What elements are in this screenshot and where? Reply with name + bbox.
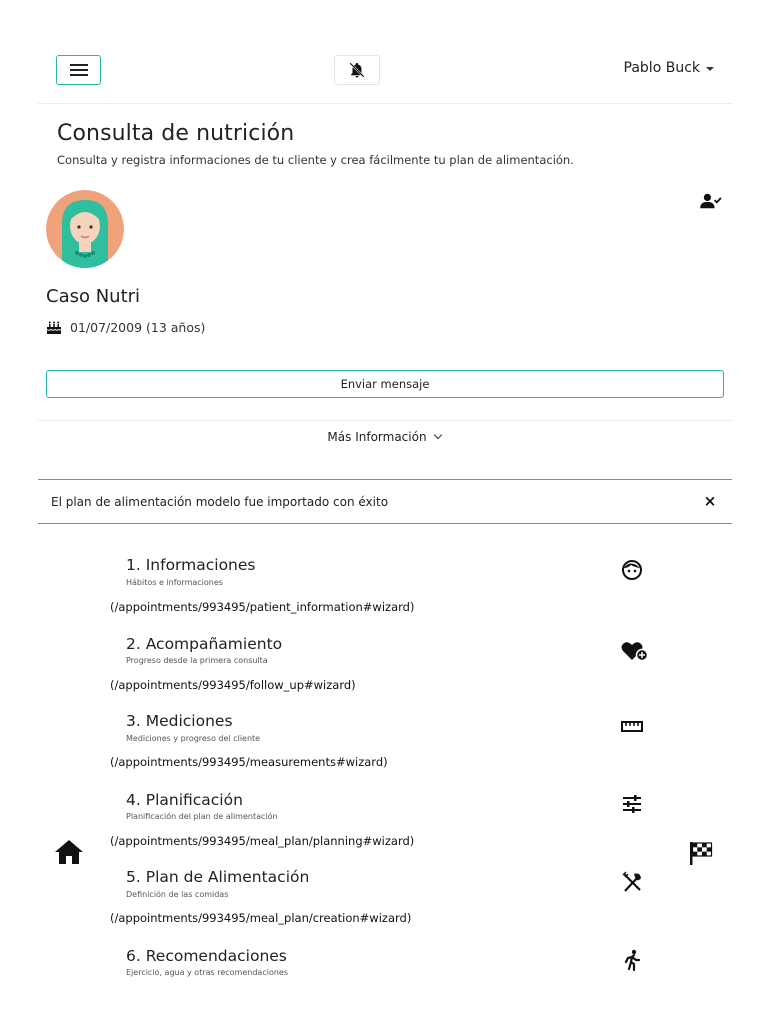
runner-icon xyxy=(620,948,644,972)
patient-name: Caso Nutri xyxy=(46,286,141,307)
step-4-title[interactable]: 4. Planificación xyxy=(126,791,243,809)
more-info-label: Más Información xyxy=(327,430,427,444)
utensils-icon xyxy=(620,870,644,894)
notifications-button[interactable] xyxy=(334,55,380,85)
ruler-icon xyxy=(620,714,644,738)
step-5-title[interactable]: 5. Plan de Alimentación xyxy=(126,868,310,886)
caret-down-icon xyxy=(706,67,714,71)
top-navbar xyxy=(38,40,732,104)
step-3-desc: Mediciones y progreso del cliente xyxy=(126,734,261,743)
page-subtitle: Consulta y registra informaciones de tu cliente y crea fácilmente tu plan de alimentación. xyxy=(57,153,574,167)
success-alert xyxy=(38,479,732,524)
step-3-title[interactable]: 3. Mediciones xyxy=(126,712,233,730)
step-5-link[interactable]: (/appointments/993495/meal_plan/creation#wizard) xyxy=(110,911,412,925)
step-2-desc: Progreso desde la primera consulta xyxy=(126,656,268,665)
bell-off-icon xyxy=(348,61,366,79)
divider xyxy=(38,420,732,421)
heart-plus-icon xyxy=(621,639,649,663)
avatar-illustration xyxy=(46,190,124,268)
menu-toggle-button[interactable] xyxy=(56,55,101,85)
step-3-link[interactable]: (/appointments/993495/measurements#wizard) xyxy=(110,755,388,769)
close-icon[interactable]: × xyxy=(703,492,717,510)
step-1-title[interactable]: 1. Informaciones xyxy=(126,556,256,574)
birth-date-row xyxy=(46,319,205,335)
home-icon[interactable] xyxy=(54,838,84,866)
hamburger-icon xyxy=(70,63,88,77)
avatar xyxy=(46,190,124,268)
step-4-desc: Planificación del plan de alimentación xyxy=(126,812,278,821)
user-check-icon[interactable] xyxy=(700,192,722,210)
checkered-flag-icon[interactable] xyxy=(688,840,714,866)
step-2-title[interactable]: 2. Acompañamiento xyxy=(126,635,283,653)
user-name: Pablo Buck xyxy=(623,60,700,76)
send-message-button[interactable]: Enviar mensaje xyxy=(46,370,724,398)
sliders-icon xyxy=(620,792,644,816)
alert-message: El plan de alimentación modelo fue importado con éxito xyxy=(51,494,389,509)
step-2-link[interactable]: (/appointments/993495/follow_up#wizard) xyxy=(110,678,356,692)
face-icon xyxy=(620,558,644,582)
more-info-toggle[interactable] xyxy=(0,430,768,444)
step-6-title[interactable]: 6. Recomendaciones xyxy=(126,947,287,965)
user-menu-dropdown[interactable] xyxy=(624,60,714,76)
cake-icon xyxy=(46,319,62,335)
step-1-desc: Hábitos e informaciones xyxy=(126,578,223,587)
birth-date: 01/07/2009 (13 años) xyxy=(70,319,206,335)
step-1-link[interactable]: (/appointments/993495/patient_information#wizard) xyxy=(110,600,415,614)
chevron-down-icon xyxy=(433,431,441,439)
step-5-desc: Definición de las comidas xyxy=(126,890,229,899)
page-title: Consulta de nutrición xyxy=(57,121,295,146)
step-4-link[interactable]: (/appointments/993495/meal_plan/planning#wizard) xyxy=(110,834,415,848)
step-6-desc: Ejercicio, agua y otras recomendaciones xyxy=(126,968,289,977)
